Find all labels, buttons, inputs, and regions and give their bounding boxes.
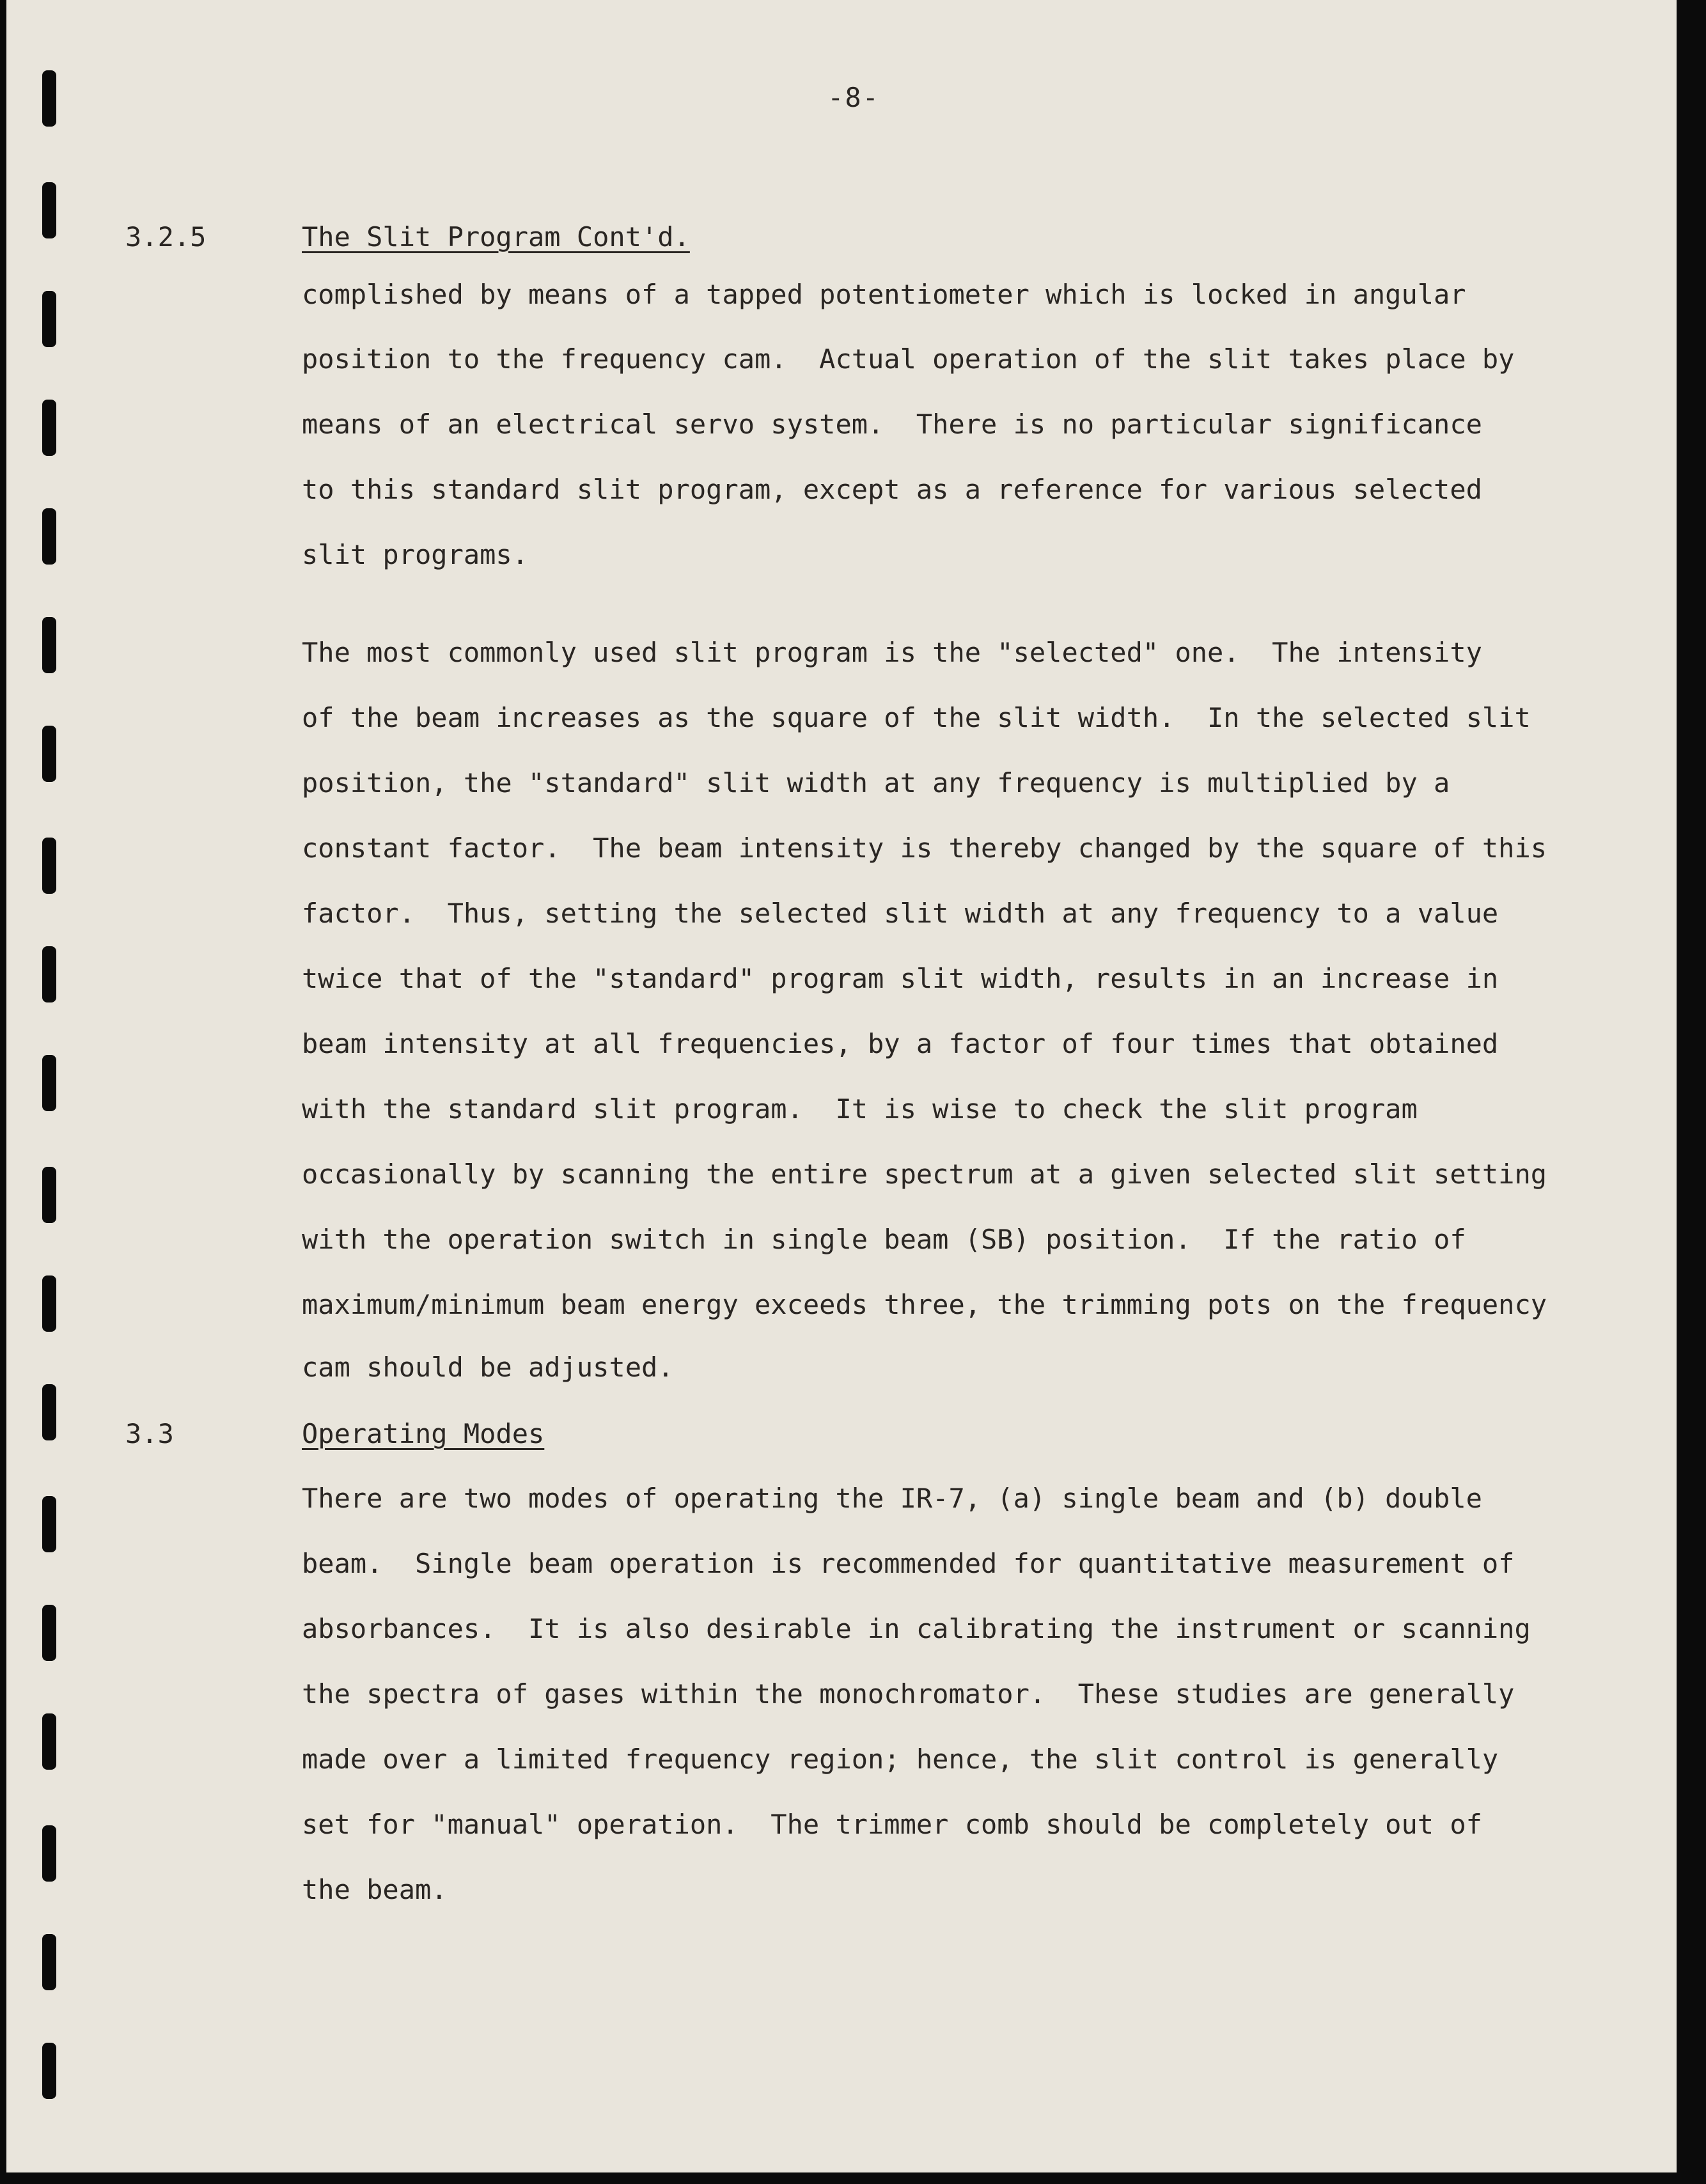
punch-hole	[42, 1275, 56, 1332]
body-line: set for "manual" operation. The trimmer comb should be completely out of	[302, 1809, 1482, 1840]
body-line: means of an electrical servo system. There is no particular significance	[302, 409, 1482, 440]
section-number: 3.2.5	[125, 221, 207, 253]
body-line: with the standard slit program. It is wise to check the slit program	[302, 1093, 1418, 1125]
body-line: complished by means of a tapped potentiometer which is locked in angular	[302, 279, 1466, 310]
section-number: 3.3	[125, 1418, 174, 1449]
punch-hole	[42, 400, 56, 456]
punch-hole	[42, 838, 56, 894]
punch-hole	[42, 182, 56, 238]
body-line: twice that of the "standard" program slit width, results in an increase in	[302, 963, 1499, 994]
body-line: beam intensity at all frequencies, by a factor of four times that obtained	[302, 1028, 1499, 1059]
body-line: cam should be adjusted.	[302, 1352, 674, 1383]
punch-hole	[42, 726, 56, 782]
punch-hole	[42, 1605, 56, 1661]
punch-hole	[42, 1825, 56, 1882]
body-line: The most commonly used slit program is the "selected" one. The intensity	[302, 637, 1482, 668]
body-line: occasionally by scanning the entire spectrum at a given selected slit setting	[302, 1158, 1547, 1190]
body-line: absorbances. It is also desirable in calibrating the instrument or scanning	[302, 1613, 1531, 1644]
punch-hole	[42, 1496, 56, 1552]
punch-hole	[42, 291, 56, 347]
body-line: position, the "standard" slit width at any frequency is multiplied by a	[302, 767, 1450, 799]
punch-hole	[42, 1713, 56, 1770]
body-line: slit programs.	[302, 539, 529, 570]
body-line: to this standard slit program, except as a reference for various selected	[302, 474, 1482, 505]
page-number: -8-	[827, 82, 880, 113]
punch-hole	[42, 946, 56, 1002]
body-line: made over a limited frequency region; hence, the slit control is generally	[302, 1743, 1499, 1775]
punch-hole	[42, 1384, 56, 1440]
body-line: the spectra of gases within the monochromator. These studies are generally	[302, 1678, 1515, 1710]
body-line: of the beam increases as the square of the slit width. In the selected slit	[302, 702, 1531, 733]
punch-hole	[42, 1167, 56, 1223]
document-page	[6, 0, 1677, 2172]
section-heading: The Slit Program Cont'd.	[302, 221, 690, 253]
punch-hole	[42, 508, 56, 565]
body-line: There are two modes of operating the IR-7, (a) single beam and (b) double	[302, 1483, 1482, 1514]
punch-hole	[42, 1934, 56, 1990]
punch-hole	[42, 1055, 56, 1111]
body-line: constant factor. The beam intensity is thereby changed by the square of this	[302, 832, 1547, 864]
body-line: the beam.	[302, 1874, 448, 1905]
body-line: beam. Single beam operation is recommended for quantitative measurement of	[302, 1548, 1515, 1579]
body-line: with the operation switch in single beam (SB) position. If the ratio of	[302, 1224, 1466, 1255]
body-line: maximum/minimum beam energy exceeds three, the trimming pots on the frequency	[302, 1289, 1547, 1320]
punch-hole	[42, 617, 56, 673]
section-heading: Operating Modes	[302, 1418, 545, 1449]
body-line: position to the frequency cam. Actual operation of the slit takes place by	[302, 343, 1515, 375]
body-line: factor. Thus, setting the selected slit width at any frequency to a value	[302, 898, 1499, 929]
punch-hole	[42, 2043, 56, 2099]
